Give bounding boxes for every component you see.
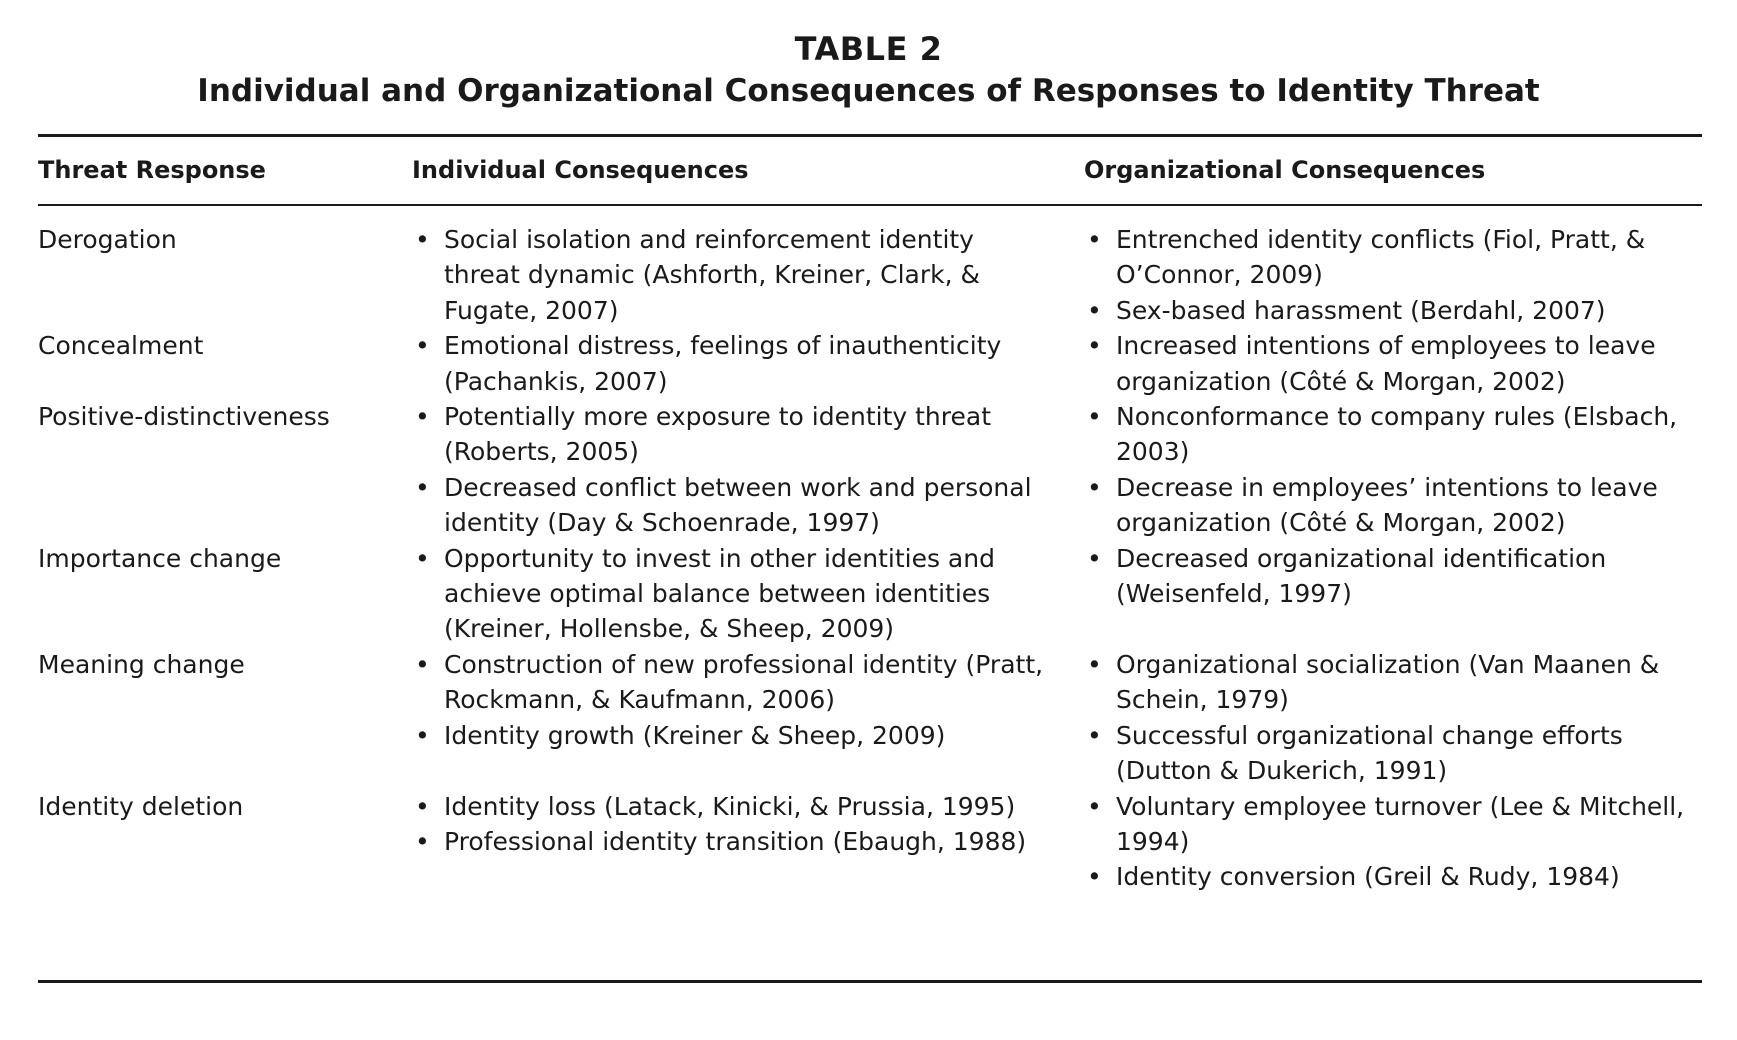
organizational-consequences-cell: [1084, 541, 1702, 647]
individual-consequences-cell: [412, 789, 1084, 895]
organizational-consequence-item: • Sex-based harassment (Berdahl, 2007): [1084, 293, 1702, 328]
table-row: [38, 399, 1702, 541]
individual-consequence-item: • Social isolation and reinforcement identity threat dynamic (Ashforth, Kreiner, Clark, & Fugate, 2007): [412, 222, 1084, 328]
threat-response-cell: Importance change: [38, 543, 282, 573]
consequences-table: [38, 222, 1702, 895]
bullet-list: [1084, 222, 1702, 328]
individual-consequences-cell: [412, 541, 1084, 647]
bottom-rule: [38, 980, 1702, 983]
table-row: [38, 647, 1702, 789]
individual-consequence-item: • Opportunity to invest in other identities and achieve optimal balance between identities (Kreiner, Hollensbe, & Sheep, 2009): [412, 541, 1084, 647]
individual-consequence-item: • Identity loss (Latack, Kinicki, & Prussia, 1995): [412, 789, 1084, 824]
header-individual-consequences: Individual Consequences: [412, 156, 749, 184]
organizational-consequence-item: • Identity conversion (Greil & Rudy, 1984): [1084, 859, 1702, 894]
individual-consequences-cell: [412, 222, 1084, 328]
bullet-list: [412, 789, 1084, 860]
header-threat-response: Threat Response: [38, 156, 266, 184]
organizational-consequences-cell: [1084, 328, 1702, 399]
bullet-list: [1084, 399, 1702, 541]
table-row: [38, 789, 1702, 895]
threat-response-cell: Meaning change: [38, 649, 245, 679]
bullet-list: [1084, 328, 1702, 399]
organizational-consequence-item: • Increased intentions of employees to leave organization (Côté & Morgan, 2002): [1084, 328, 1702, 399]
threat-response-cell: Derogation: [38, 225, 177, 254]
individual-consequence-item: • Construction of new professional identity (Pratt, Rockmann, & Kaufmann, 2006): [412, 647, 1084, 718]
bullet-list: [412, 647, 1084, 753]
threat-response-cell: Identity deletion: [38, 791, 244, 821]
bullet-list: [1084, 789, 1702, 895]
individual-consequences-cell: [412, 399, 1084, 541]
organizational-consequence-item: • Nonconformance to company rules (Elsbach, 2003): [1084, 399, 1702, 470]
organizational-consequence-item: • Decrease in employees’ intentions to leave organization (Côté & Morgan, 2002): [1084, 470, 1702, 541]
organizational-consequences-cell: [1084, 222, 1702, 328]
bullet-list: [1084, 647, 1702, 789]
table-caption: [0, 28, 1737, 112]
organizational-consequence-item: • Entrenched identity conflicts (Fiol, Pratt, & O’Connor, 2009): [1084, 222, 1702, 293]
individual-consequence-item: • Decreased conflict between work and personal identity (Day & Schoenrade, 1997): [412, 470, 1084, 541]
individual-consequences-cell: [412, 328, 1084, 399]
organizational-consequences-cell: [1084, 647, 1702, 789]
organizational-consequences-cell: [1084, 399, 1702, 541]
threat-response-cell: Concealment: [38, 331, 204, 361]
table-row: [38, 541, 1702, 647]
header-rule: [38, 204, 1702, 206]
table-row: [38, 328, 1702, 399]
individual-consequences-cell: [412, 647, 1084, 789]
individual-consequence-item: • Emotional distress, feelings of inauthenticity (Pachankis, 2007): [412, 328, 1084, 399]
header-organizational-consequences: Organizational Consequences: [1084, 156, 1486, 184]
organizational-consequence-item: • Organizational socialization (Van Maanen & Schein, 1979): [1084, 647, 1702, 718]
table-title: Individual and Organizational Consequences of Responses to Identity Threat: [197, 73, 1540, 109]
threat-response-cell: Positive-distinctiveness: [38, 402, 330, 432]
table-body: [38, 222, 1702, 895]
bullet-list: [412, 328, 1084, 399]
bullet-list: [1084, 541, 1702, 612]
individual-consequence-item: • Professional identity transition (Ebaugh, 1988): [412, 824, 1084, 859]
table-number: TABLE 2: [794, 30, 943, 68]
organizational-consequence-item: • Successful organizational change efforts (Dutton & Dukerich, 1991): [1084, 718, 1702, 789]
individual-consequence-item: • Potentially more exposure to identity threat (Roberts, 2005): [412, 399, 1084, 470]
organizational-consequences-cell: [1084, 789, 1702, 895]
organizational-consequence-item: • Decreased organizational identification (Weisenfeld, 1997): [1084, 541, 1702, 612]
individual-consequence-item: • Identity growth (Kreiner & Sheep, 2009): [412, 718, 1084, 753]
top-rule: [38, 134, 1702, 137]
table-row: [38, 222, 1702, 328]
bullet-list: [412, 399, 1084, 541]
organizational-consequence-item: • Voluntary employee turnover (Lee & Mitchell, 1994): [1084, 789, 1702, 860]
bullet-list: [412, 541, 1084, 647]
bullet-list: [412, 222, 1084, 328]
